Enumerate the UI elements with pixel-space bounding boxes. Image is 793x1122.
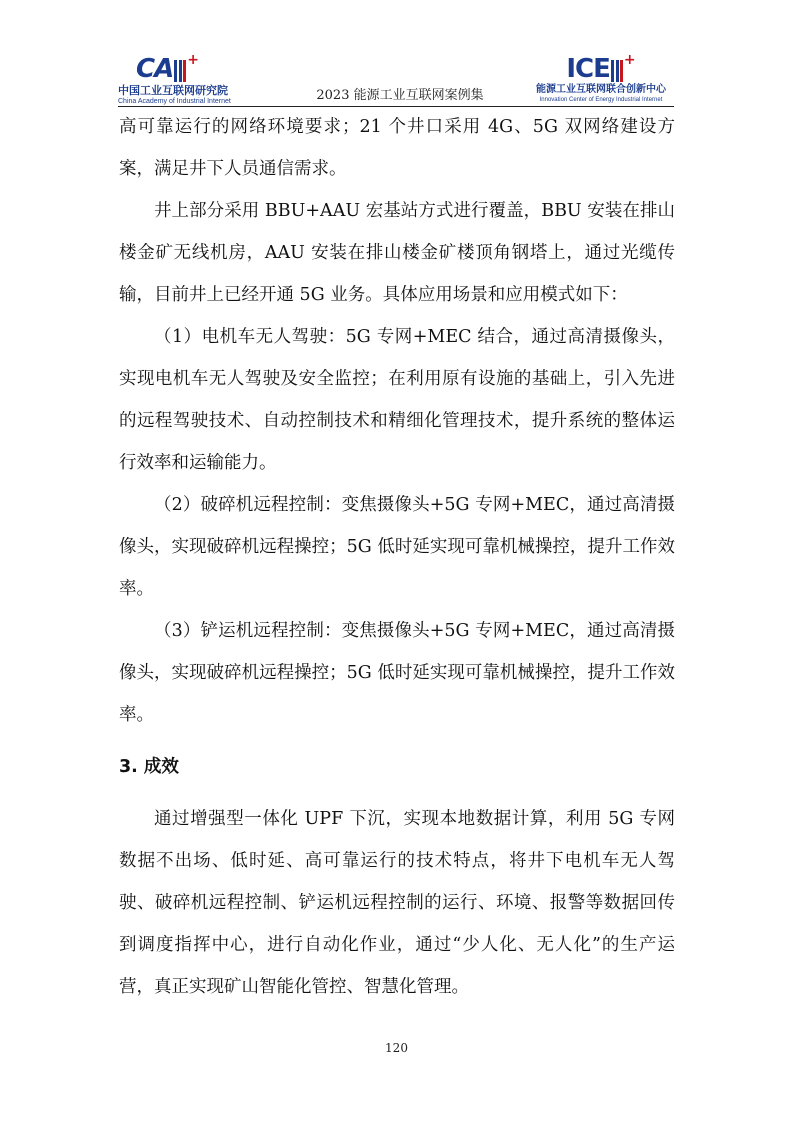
iceii-name-cn: 能源工业互联网联合创新中心 [536,84,666,95]
iceii-name-en: Innovation Center of Energy Industrial Internet [539,97,663,103]
section-heading: 3. 成效 [119,757,179,777]
logo-bars-icon [611,60,623,82]
paragraph-scenario-1: （1）电机车无人驾驶：5G 专网+MEC 结合，通过高清摄像头，实现电机车无人驾驶及安全监控；在利用原有设施的基础上，引入先进的远程驾驶技术、自动控制技术和精细化管理技术，提升系统的整体运行效率和运输能力。 [119,327,675,473]
caii-logo [118,52,258,106]
paragraph-scenario-2: （2）破碎机远程控制：变焦摄像头+5G 专网+MEC，通过高清摄像头，实现破碎机远程操控；5G 低时延实现可靠机械操控，提升工作效率。 [119,495,675,599]
caii-name-en: China Academy of Industrial Internet [118,98,231,105]
paragraph-continuation: 高可靠运行的网络环境要求；21 个井口采用 4G、5G 双网络建设方案，满足井下人员通信需求。 [119,117,675,179]
header-title: 2023 能源工业互联网案例集 [316,88,484,103]
page-header [118,46,674,107]
iceii-logo [530,52,672,104]
page-number: 120 [385,1041,408,1055]
caii-logo-mark: CA + [136,52,199,84]
paragraph-base-station: 井上部分采用 BBU+AAU 宏基站方式进行覆盖，BBU 安装在排山楼金矿无线机房，AAU 安装在排山楼金矿楼顶角钢塔上，通过光缆传输，目前井上已经开通 5G 业务。具体应用场景和应用模式如下： [119,201,675,305]
caii-name-cn: 中国工业互联网研究院 [118,84,228,97]
iceii-logo-mark: ICE + [566,52,636,84]
logo-bars-icon [174,60,186,82]
page-content [119,106,675,1008]
logo-plus-icon: + [187,52,199,68]
paragraph-scenario-3: （3）铲运机远程控制：变焦摄像头+5G 专网+MEC，通过高清摄像头，实现破碎机远程操控；5G 低时延实现可靠机械操控，提升工作效率。 [119,621,675,725]
paragraph-results: 通过增强型一体化 UPF 下沉，实现本地数据计算，利用 5G 专网数据不出场、低时延、高可靠运行的技术特点，将井下电机车无人驾驶、破碎机远程控制、铲运机远程控制的运行、环境、报警等数据回传到调度指挥中心，进行自动化作业，通过“少人化、无人化”的生产运营，真正实现矿山智能化管控、智慧化管理。 [119,809,675,997]
logo-plus-icon: + [623,52,636,68]
